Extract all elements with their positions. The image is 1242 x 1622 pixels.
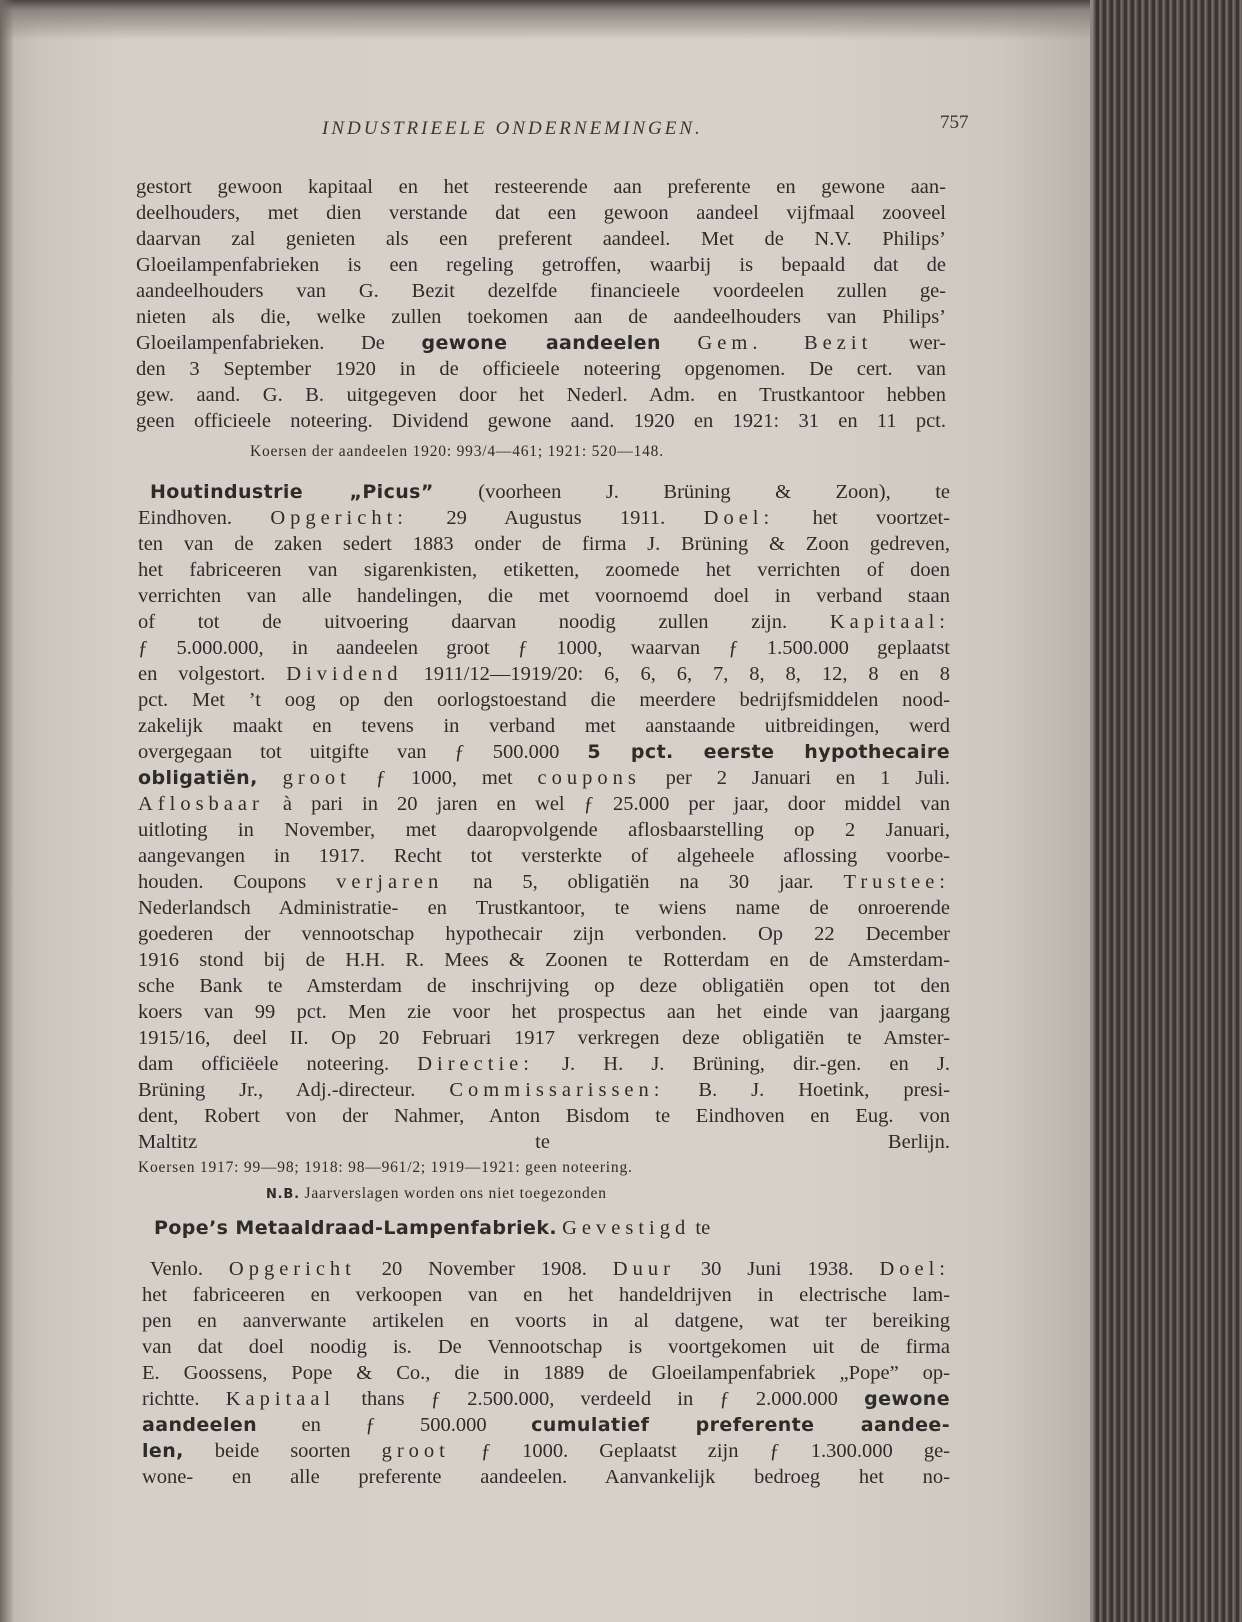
text-line [136,279,946,303]
text-segment: uitloting in November, met daaropvolgende aflosbaarstelling op 2 Januari, [138,819,950,841]
text-segment: en volgestort. [138,663,287,685]
spaced-term: Commissarissen: [449,1079,665,1101]
text-line [138,558,950,582]
text-segment: dent, Robert von der Nahmer, Anton Bisdom te Eindhoven en Eug. von [138,1105,950,1127]
text-line [138,662,950,686]
text-segment: Eindhoven. [138,507,271,529]
nb-label: N.B. [266,1187,300,1202]
text-line [138,610,950,634]
book-page-edges [1090,0,1242,1622]
text-segment: Gloeilampenfabrieken is een regeling getroffen, waarbij is bepaald dat de [136,254,946,276]
text-segment: na 5, obligatiën na 30 jaar. [443,871,844,893]
text-line [138,1052,950,1076]
spaced-term: Dividend [286,663,403,685]
text-segment: (voorheen J. Brüning & Zoon), te [433,481,950,503]
running-header-title: INDUSTRIEELE ONDERNEMINGEN. [322,118,703,139]
text-line [138,1078,950,1102]
text-line [136,253,946,277]
text-line [138,1130,950,1154]
quotation-note-line [138,1156,633,1180]
text-segment: koers van 99 pct. Men zie voor het prospectus aan het einde van jaargang [138,1001,950,1023]
text-segment: Jaarverslagen worden ons niet toegezonden [299,1185,607,1202]
spaced-term: groot [381,1440,450,1462]
text-segment: richtte. [142,1388,226,1410]
bold-term: Pope’s Metaaldraad-Lampenfabriek. [154,1217,557,1239]
text-line [136,409,946,433]
spaced-term: Gem. Bezit [697,332,873,354]
text-segment: 29 Augustus 1911. [407,507,704,529]
text-line [142,1283,950,1307]
text-segment: het fabriceeren van sigarenkisten, etiketten, zoomede het verrichten of doen [138,559,950,581]
text-segment: ƒ 1000, met [350,767,538,789]
text-line [142,1465,950,1489]
text-line [136,175,946,199]
text-segment: Maltitz te Berlijn. [138,1131,950,1153]
text-segment: goederen der vennootschap hypothecair zijn verbonden. Op 22 December [138,923,950,945]
text-segment: Koersen 1917: 99—98; 1918: 98—961/2; 1919—1921: geen noteering. [138,1159,633,1176]
text-line [136,357,946,381]
text-segment: ƒ 1000. Geplaatst zijn ƒ 1.300.000 ge- [449,1440,950,1462]
text-line [138,1026,950,1050]
text-segment: gew. aand. G. B. uitgegeven door het Nederl. Adm. en Trustkantoor hebben [136,384,946,406]
text-line [138,532,950,556]
text-line [142,1439,950,1463]
bold-term: gewone [864,1388,950,1410]
text-segment: of tot de uitvoering daarvan noodig zullen zijn. [138,611,830,633]
text-segment: B. J. Hoetink, presi- [664,1079,950,1101]
text-segment: sche Bank te Amsterdam de inschrijving op deze obligatiën open tot den [138,975,950,997]
text-segment: 1911/12—1919/20: 6, 6, 6, 7, 8, 8, 12, 8 en 8 [402,663,950,685]
spaced-term: Aflosbaar [138,793,264,815]
text-segment: nieten als die, welke zullen toekomen aan de aandeelhouders van Philips’ [136,306,946,328]
text-segment: Koersen der aandeelen 1920: 993/4—461; 1921: 520—148. [250,443,664,460]
text-line [138,636,950,660]
text-segment: verrichten van alle handelingen, die met voornoemd doel in verband staan [138,585,950,607]
spaced-term: Trustee: [843,871,950,893]
text-line [154,1216,711,1240]
spaced-term: Doel: [703,507,775,529]
spaced-term: Kapitaal [225,1388,336,1410]
text-segment [661,332,698,354]
text-line [138,766,950,790]
text-segment: pen en aanverwante artikelen en voorts in al datgene, wat ter bereiking [142,1310,950,1332]
text-line [138,1104,950,1128]
text-segment: deelhouders, met dien verstande dat een gewoon aandeel vijfmaal zooveel [136,202,946,224]
text-segment: beide soorten [183,1440,382,1462]
text-line [142,1335,950,1359]
text-segment: per 2 Januari en 1 Juli. [640,767,950,789]
text-segment: E. Goossens, Pope & Co., die in 1889 de Gloeilampenfabriek „Pope” op- [142,1362,950,1384]
text-segment: Venlo. [150,1258,229,1280]
spaced-term: Duur [612,1258,675,1280]
text-line [142,1309,950,1333]
text-line [138,740,950,764]
text-segment: van dat doel noodig is. De Vennootschap is voortgekomen uit de firma [142,1336,950,1358]
text-line [138,506,950,530]
text-segment: geen officieele noteering. Dividend gewone aand. 1920 en 1921: 31 en 11 pct. [136,410,946,432]
text-segment: den 3 September 1920 in de officieele noteering opgenomen. De cert. van [136,358,946,380]
spaced-term: Gevestigd [562,1217,691,1239]
text-segment: wone- en alle preferente aandeelen. Aanvankelijk bedroeg het no- [142,1466,950,1488]
spaced-term: Doel: [879,1258,950,1280]
text-line [150,480,950,504]
text-line [138,792,950,816]
text-line [142,1387,950,1411]
text-line [136,201,946,225]
text-segment: daarvan zal genieten als een preferent aandeel. Met de N.V. Philips’ [136,228,946,250]
text-line [136,383,946,407]
text-line [138,1000,950,1024]
text-segment: ten van de zaken sedert 1883 onder de firma J. Brüning & Zoon gedreven, [138,533,950,555]
bold-term: cumulatief preferente aandee- [531,1414,950,1436]
page-edge-rule [1090,0,1093,1622]
text-line [150,1257,950,1281]
text-segment: wer- [872,332,946,354]
text-segment: aangevangen in 1917. Recht tot versterkte of algeheele aflossing voorbe- [138,845,950,867]
text-segment: thans ƒ 2.500.000, verdeeld in ƒ 2.000.000 [335,1388,865,1410]
text-segment: overgegaan tot uitgifte van ƒ 500.000 [138,741,588,763]
text-segment: 1916 stond bij de H.H. R. Mees & Zoonen te Rotterdam en de Amsterdam- [138,949,950,971]
text-line [138,922,950,946]
text-segment: zakelijk maakt en tevens in verband met aanstaande uitbreidingen, werd [138,715,950,737]
text-line [138,844,950,868]
text-segment: het voortzet- [774,507,950,529]
spaced-term: Opgericht [228,1258,356,1280]
text-line [138,714,950,738]
text-line [142,1361,950,1385]
text-segment: dam officiëele noteering. [138,1053,418,1075]
text-line [136,227,946,251]
text-segment: 1915/16, deel II. Op 20 Februari 1917 verkregen deze obligatiën te Amster- [138,1027,950,1049]
spaced-term: Opgericht: [270,507,408,529]
text-line [136,305,946,329]
quotation-note-line [250,440,810,464]
text-segment: pct. Met ’t oog op den oorlogstoestand die meerdere bedrijfsmiddelen nood- [138,689,950,711]
text-line [138,688,950,712]
bold-term: len, [142,1440,184,1462]
text-line [138,870,950,894]
text-segment: het fabriceeren en verkoopen van en het handeldrijven in electrische lam- [142,1284,950,1306]
text-segment: aandeelhouders van G. Bezit dezelfde financieele voordeelen zullen ge- [136,280,946,302]
text-segment: en ƒ 500.000 [257,1414,532,1436]
page-number: 757 [940,112,969,133]
bold-term: aandeelen [142,1414,258,1436]
text-segment: 30 Juni 1938. [674,1258,880,1280]
spaced-term: Kapitaal: [829,611,950,633]
text-segment [258,767,283,789]
text-line [136,331,946,355]
text-segment: Gloeilampenfabrieken. De [136,332,422,354]
text-segment: à pari in 20 jaren en wel ƒ 25.000 per jaar, door middel van [263,793,950,815]
text-line [142,1413,950,1437]
text-segment: J. H. J. Brüning, dir.-gen. en J. [533,1053,950,1075]
bold-term: obligatiën, [138,767,258,789]
text-segment: te [690,1217,711,1239]
page-top-shadow [0,0,1090,40]
text-line [138,584,950,608]
spaced-term: coupons [537,767,641,789]
text-segment: ƒ 5.000.000, in aandeelen groot ƒ 1000, waarvan ƒ 1.500.000 geplaatst [138,637,950,659]
text-line [138,948,950,972]
spaced-term: Directie: [417,1053,534,1075]
text-line [138,818,950,842]
bold-term: gewone aandeelen [421,332,661,354]
text-segment: houden. Coupons [138,871,337,893]
text-segment: gestort gewoon kapitaal en het resteerende aan preferente en gewone aan- [136,176,946,198]
quotation-note-line [266,1182,866,1207]
text-segment: Nederlandsch Administratie- en Trustkantoor, te wiens name de onroerende [138,897,950,919]
text-segment: 20 November 1908. [355,1258,613,1280]
text-line [138,896,950,920]
page-gutter-shadow [0,0,14,1622]
spaced-term: verjaren [336,871,444,893]
bold-term: Houtindustrie „Picus” [150,481,434,503]
text-segment: Brüning Jr., Adj.-directeur. [138,1079,450,1101]
spaced-term: groot [282,767,351,789]
text-line [138,974,950,998]
bold-term: 5 pct. eerste hypothecaire [587,741,950,763]
